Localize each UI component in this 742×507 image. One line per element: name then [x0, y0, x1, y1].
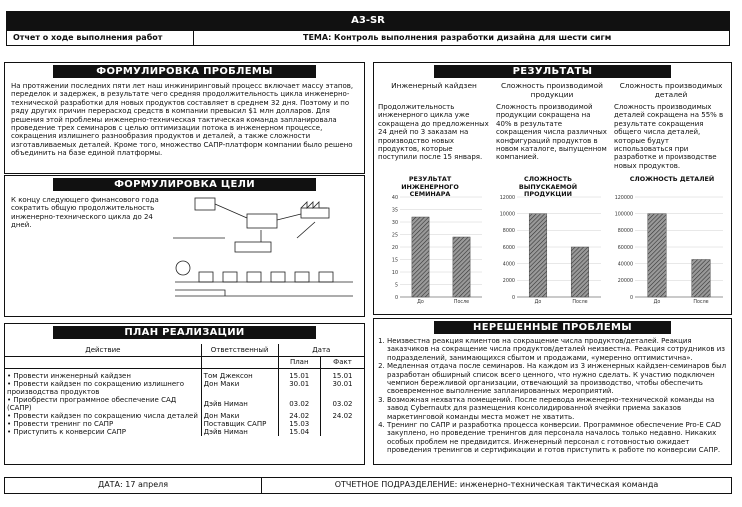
plan-owner: Дэйв Ниман — [201, 396, 278, 412]
list-item: 3. Возможная нехватка помещений. После перевода инженерно-технической команды на завод Cybernautx для размещения консолидированной ячейки приема заказов маркетинговой команды места может не хватить. — [387, 396, 727, 421]
fact-date — [320, 428, 364, 436]
chart-title: РЕЗУЛЬТАТ ИНЖЕНЕРНОГО СЕМИНАРА — [401, 175, 459, 198]
y-tick-label: 30 — [391, 220, 398, 226]
plan-action: Приступить к конверсии САПР — [13, 427, 126, 436]
y-tick-label: 0 — [511, 295, 515, 301]
fact-date: 03.02 — [332, 399, 353, 408]
list-item: 4. Тренинг по САПР и разработка процесса конверсии. Программное обеспечение Pro-E CAD закуплено, но проведение тренингов для персонала началось только недавно. Никаких особых проблем не предвидится. Инженерный персонал с готовностью ожидает проведения тренингов и сертификации и готов приступить к работе по конверсии САПР. — [387, 421, 727, 455]
issues-section — [373, 318, 732, 465]
bar — [571, 247, 589, 297]
plan-title: ПЛАН РЕАЛИЗАЦИИ — [53, 326, 316, 339]
result-column-head: Сложность производимых деталей — [619, 81, 723, 99]
y-tick-label: 0 — [394, 295, 398, 301]
result-column-text: Сложность производимой продукции сокращена на 40% в результате сокращения числа различных конфигураций продуктов в новом каталоге, выпущенном компанией. — [496, 103, 607, 162]
goal-text: К концу следующего финансового года сократить общую продолжительность инженерно-технического цикла до 24 дней. — [11, 196, 159, 230]
result-column — [378, 82, 490, 162]
plan-table — [5, 344, 364, 436]
fact-date — [320, 420, 364, 428]
x-tick-label: До — [417, 300, 424, 305]
lead-time-step — [175, 290, 225, 296]
goal-title: ФОРМУЛИРОВКА ЦЕЛИ — [53, 178, 316, 191]
header-topic-box — [193, 30, 730, 46]
x-tick-label: До — [653, 300, 661, 305]
plan-action: Провести кайдзен по сокращению числа деталей — [13, 411, 198, 420]
list-item: 1. Неизвестна реакция клиентов на сокращение числа продуктов/деталей. Реакция заказчиков на сокращение числа продуктов/деталей неизвестна. Реакция сотрудников из подразделений, занимающихся сбытом и продажами, «умеренно оптимистична». — [387, 337, 727, 362]
result-column-head: Сложность производимой продукции — [501, 81, 603, 99]
footer-department-box — [261, 477, 732, 494]
y-tick-label: 12000 — [499, 195, 515, 201]
process-box — [271, 272, 285, 282]
report-title: Отчет о ходе выполнения работ — [13, 33, 163, 42]
y-tick-label: 4000 — [502, 262, 515, 268]
col-action-header: Действие — [5, 344, 201, 356]
chart-title: СЛОЖНОСТЬ ДЕТАЛЕЙ — [629, 175, 715, 183]
col-fact-header: Факт — [320, 356, 364, 368]
bar — [692, 260, 710, 298]
process-box — [223, 272, 237, 282]
plan-owner: Дон Маки — [201, 412, 278, 420]
y-tick-label: 35 — [391, 208, 398, 214]
y-tick-label: 15 — [391, 258, 398, 264]
process-flow-diagram — [165, 194, 361, 312]
table-row: • Провести тренинг по САПР Поставщик САПР 15.03 — [5, 420, 364, 428]
plan-section — [4, 323, 365, 465]
part-complexity-chart — [611, 193, 729, 311]
process-box — [295, 272, 309, 282]
y-tick-label: 80000 — [617, 229, 633, 235]
result-column-text: Продолжительность инженерного цикла уже сокращена до предложенных 24 дней по 3 заказам на производство новых продуктов, которые поступили после 15 января. — [378, 103, 489, 162]
table-row: • Приобрести программное обеспечение САД (САПР) Дэйв Ниман 03.02 03.02 — [5, 396, 364, 412]
fact-date: 24.02 — [332, 411, 353, 420]
y-tick-label: 10000 — [499, 212, 515, 218]
plan-date: 24.02 — [278, 412, 320, 420]
plan-owner: Дон Маки — [201, 380, 278, 396]
y-tick-label: 5 — [394, 283, 398, 289]
y-tick-label: 20000 — [617, 279, 633, 285]
list-item: 2. Медленная отдача после семинаров. На каждом из 3 инженерных кайдзен-семинаров был разработан обширный список всего ценного, что нужно сделать. К участию подключен чемпион бережливой организации, отвечающий за производство, чтобы обеспечить своевременное выполнение запланированных мероприятий. — [387, 362, 727, 396]
y-tick-label: 25 — [391, 233, 398, 239]
y-tick-label: 8000 — [502, 229, 515, 235]
chart-title: СЛОЖНОСТЬ ВЫПУСКАЕМОЙ ПРОДУКЦИИ — [518, 175, 578, 198]
factory-icon — [301, 202, 327, 208]
x-tick-label: До — [534, 300, 542, 305]
y-tick-label: 40000 — [617, 262, 633, 268]
table-row: • Провести кайдзен по сокращению излишнего производства продуктов Дон Маки 30.01 30.01 — [5, 380, 364, 396]
plan-action: Провести инженерный кайдзен — [13, 371, 131, 380]
x-tick-label: После — [693, 300, 709, 305]
reporting-department: ОТЧЕТНОЕ ПОДРАЗДЕЛЕНИЕ: инженерно-техническая тактическая команда — [334, 480, 659, 489]
y-tick-label: 100000 — [614, 212, 633, 218]
plan-date: 15.03 — [278, 420, 320, 428]
plan-action: Приобрести программное обеспечение САД (САПР) — [7, 395, 177, 412]
table-row: • Приступить к конверсии САПР Дэйв Ниман 15.04 — [5, 428, 364, 436]
table-row: • Провести кайдзен по сокращению числа деталей Дон Маки 24.02 24.02 — [5, 412, 364, 420]
seminar-result-chart — [376, 193, 488, 311]
plan-owner: Дэйв Ниман — [201, 428, 278, 436]
result-column-text: Сложность производимых деталей сокращена на 55% в результате сокращения общего числа деталей, которые будут использоваться при разработке и производстве новых продуктов. — [614, 103, 724, 170]
plan-date: 30.01 — [278, 380, 320, 396]
order-box — [235, 242, 271, 252]
cycle-icon — [176, 261, 190, 275]
x-tick-label: После — [572, 300, 588, 305]
document-code: А3-SR — [351, 15, 385, 26]
col-plan-header: План — [278, 356, 320, 368]
problem-text: На протяжении последних пяти лет наш инжиниринговый процесс включает массу этапов, переделок и задержек, в результате чего средняя продолжительность цикла инженерно-технической разработки для новых продуктов составляет в среднем 32 дня. Поэтому и по ряду других причин перерасход средств в компании превысил $1 млн долларов. Для решения этой проблемы инженерно-техническая тактическая команда запланировала проведение трех семинаров с целью оптимизации потока в инженерном процессе, сокращения излишнего разнообразия продуктов и деталей, а также сложности изготавливаемых деталей. Кроме того, множество САПР-платформ компании было решено объединить на базе единой платформы. — [11, 82, 354, 158]
problem-title: ФОРМУЛИРОВКА ПРОБЛЕМЫ — [53, 65, 316, 78]
customer-box — [195, 198, 215, 210]
process-box — [247, 272, 261, 282]
goal-section — [4, 175, 365, 317]
table-row: • Провести инженерный кайдзен Том Джексон 15.01 15.01 — [5, 368, 364, 380]
y-tick-label: 0 — [629, 295, 633, 301]
y-tick-label: 2000 — [502, 279, 515, 285]
col-date-header: Дата — [278, 344, 364, 356]
header-left-title-box — [6, 30, 194, 46]
y-tick-label: 120000 — [614, 195, 633, 201]
plan-owner: Том Джексон — [201, 368, 278, 380]
process-box — [199, 272, 213, 282]
process-box — [319, 272, 333, 282]
flow-arrow — [277, 214, 301, 220]
y-tick-label: 6000 — [502, 245, 515, 251]
bar — [529, 214, 547, 297]
result-column-head: Инженерный кайдзен — [391, 81, 477, 90]
problem-section — [4, 62, 365, 174]
document-code-bar — [6, 11, 730, 31]
production-box — [301, 208, 329, 218]
y-tick-label: 10 — [391, 270, 398, 276]
results-section — [373, 62, 732, 315]
y-tick-label: 40 — [391, 195, 398, 201]
fact-date: 15.01 — [332, 371, 353, 380]
engineering-box — [247, 214, 277, 228]
bar — [453, 237, 470, 297]
result-column — [614, 82, 728, 170]
plan-date: 15.04 — [278, 428, 320, 436]
footer-date-box — [4, 477, 262, 494]
issues-list — [374, 337, 731, 455]
plan-action: Провести кайдзен по сокращению излишнего производства продуктов — [7, 379, 185, 396]
plan-action: Провести тренинг по САПР — [13, 419, 114, 428]
x-tick-label: После — [453, 300, 470, 305]
col-owner-header: Ответственный — [201, 344, 278, 356]
flow-arrow — [215, 204, 247, 218]
plan-date: 03.02 — [278, 396, 320, 412]
plan-owner: Поставщик САПР — [201, 420, 278, 428]
report-date: ДАТА: 17 апреля — [97, 480, 169, 489]
product-complexity-chart — [493, 193, 607, 311]
y-tick-label: 20 — [391, 245, 398, 251]
result-column — [496, 82, 608, 162]
results-title: РЕЗУЛЬТАТЫ — [434, 65, 671, 78]
bar — [412, 217, 429, 297]
flow-arrow — [297, 222, 315, 238]
y-tick-label: 60000 — [617, 245, 633, 251]
plan-date: 15.01 — [278, 368, 320, 380]
topic-title: ТЕМА: Контроль выполнения разработки дизайна для шести сигм — [303, 33, 612, 42]
issues-title: НЕРЕШЕННЫЕ ПРОБЛЕМЫ — [434, 321, 671, 334]
fact-date: 30.01 — [332, 379, 353, 388]
bar — [648, 214, 666, 297]
